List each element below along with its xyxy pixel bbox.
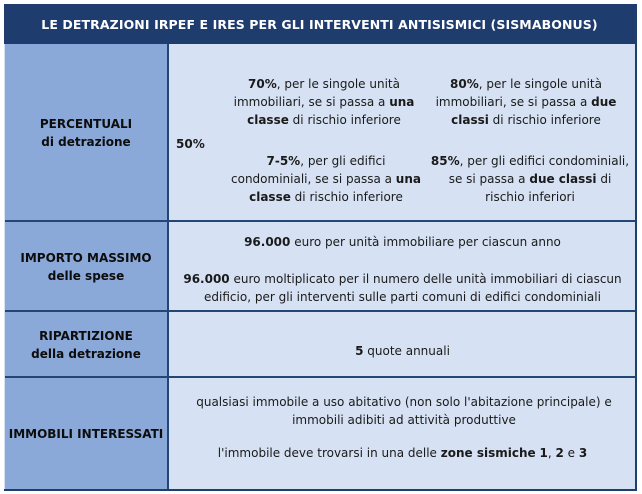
ripartizione-text: quote annuali <box>363 344 450 358</box>
cell-85-strong: due classi <box>529 172 597 186</box>
ripartizione-number: 5 <box>355 344 364 358</box>
importo-line2-value: 96.000 <box>183 272 230 286</box>
cell-75-strong: una classe <box>249 172 421 204</box>
cell-70-pct: 70% <box>248 77 277 91</box>
importo-line2 <box>170 270 635 306</box>
immobili-para1: qualsiasi immobile a uso abitativo (non solo l'abitazione principale) e immobili adibiti ad attività produttive <box>196 395 612 427</box>
cell-75-text2: di rischio inferiore <box>290 190 403 204</box>
importo-line1 <box>170 233 635 251</box>
cell-80-pct: 80% <box>450 77 479 91</box>
cell-75 <box>230 152 422 206</box>
label-ripartizione-line1: RIPARTIZIONE <box>39 329 133 343</box>
label-ripartizione-line2: della detrazione <box>31 347 141 361</box>
zona-3: 3 <box>578 446 588 460</box>
zona-e: e <box>563 446 579 460</box>
cell-85 <box>430 152 630 206</box>
importo-line1-text: euro per unità immobiliare per ciascun anno <box>290 235 561 249</box>
importo-line2-text: euro moltiplicato per il numero delle unità immobiliari di ciascun edificio, per gli interventi sulle parti comuni di edifici condominiali <box>204 272 622 304</box>
detrazioni-table <box>4 4 637 491</box>
zona-comma: , <box>547 446 556 460</box>
cell-80-strong: due classi <box>451 95 617 127</box>
table-title: LE DETRAZIONI IRPEF E IRES PER GLI INTERVENTI ANTISISMICI (SISMABONUS) <box>4 4 635 44</box>
cell-70-text2: di rischio inferiore <box>288 113 401 127</box>
cell-70 <box>216 75 432 129</box>
cell-80 <box>428 75 624 129</box>
label-percentuali <box>5 44 169 222</box>
cell-80-text2: di rischio inferiore <box>488 113 601 127</box>
cell-85-text1: , per gli edifici condominiali, se si passa a <box>448 154 630 186</box>
cell-75-pct: 7-5% <box>266 154 301 168</box>
base-percentage: 50% <box>176 137 205 151</box>
label-immobili-text: IMMOBILI INTERESSATI <box>8 426 164 441</box>
zone-sismiche: zone sismiche <box>440 446 536 460</box>
immobili-para2-text: l'immobile deve trovarsi in una delle <box>217 446 441 460</box>
zona-2: 2 <box>555 446 564 460</box>
label-importo-line2: delle spese <box>47 269 125 283</box>
immobili-para2 <box>170 444 635 462</box>
label-importo-line1: IMPORTO MASSIMO <box>20 251 152 265</box>
label-ripartizione <box>5 312 169 378</box>
cell-70-strong: una classe <box>247 95 415 127</box>
cell-85-pct: 85% <box>430 154 460 168</box>
importo-line1-value: 96.000 <box>244 235 291 249</box>
cell-75-text1: , per gli edifici condominiali, se si passa a <box>231 154 396 186</box>
cell-85-text2: di rischio inferiori <box>485 172 612 204</box>
label-percentuali-line1: PERCENTUALI <box>39 117 133 131</box>
label-importo <box>5 222 169 312</box>
cell-80-text1: , per le singole unità immobiliari, se si passa a <box>435 77 602 109</box>
zona-1: 1 <box>539 446 548 460</box>
ripartizione-value <box>170 342 635 360</box>
label-percentuali-line2: di detrazione <box>41 135 131 149</box>
label-immobili <box>5 378 169 489</box>
cell-70-text1: , per le singole unità immobiliari, se si passa a <box>233 77 400 109</box>
